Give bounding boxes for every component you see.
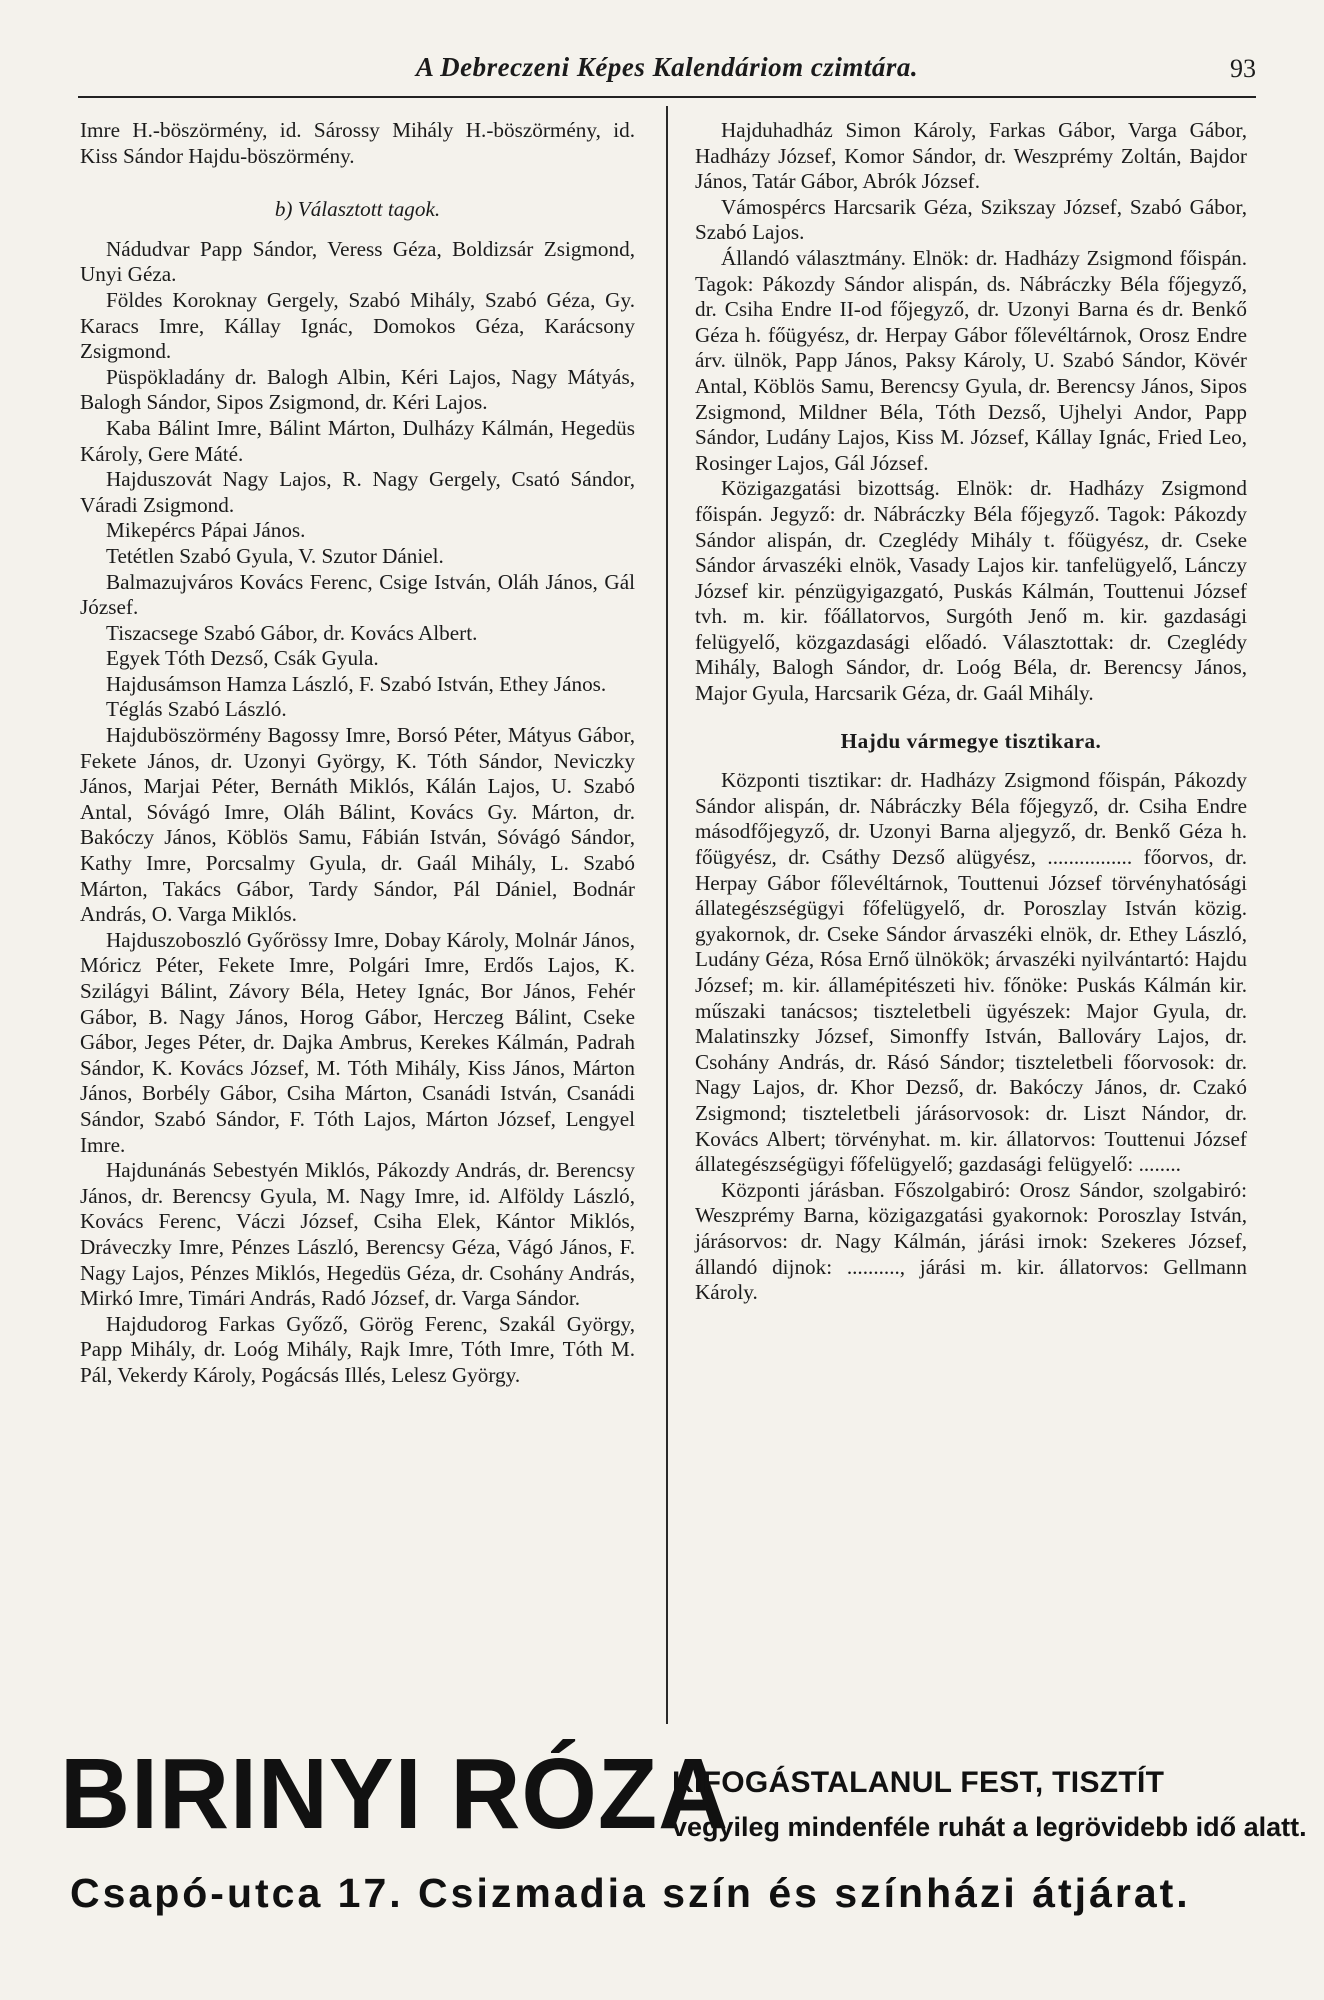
paragraph: Balmazujváros Kovács Ferenc, Csige István, Oláh János, Gál József. bbox=[80, 569, 635, 620]
paragraph: Hajduszovát Nagy Lajos, R. Nagy Gergely, Csató Sándor, Váradi Zsigmond. bbox=[80, 467, 635, 517]
paragraph: Hajdusámson Hamza László, F. Szabó István, Ethey János. bbox=[106, 671, 607, 696]
paragraph: Kaba Bálint Imre, Bálint Márton, Dulházy Kálmán, Hegedüs Károly, Gere Máté. bbox=[80, 415, 635, 466]
running-title: A Debreczeni Képes Kalendáriom czimtára. bbox=[415, 52, 919, 82]
ad-tagline-secondary: vegyileg mindenféle ruhát a legrövidebb idő alatt. bbox=[672, 1812, 1307, 1842]
paragraph: Püspökladány dr. Balogh Albin, Kéri Lajos, Nagy Mátyás, Balogh Sándor, Sipos Zsigmond, dr. Kéri Lajos. bbox=[80, 364, 635, 415]
ad-address: Csapó-utca 17. Csizmadia szín és színházi átjárat. bbox=[70, 1870, 1191, 1916]
ad-tagline: KIFOGÁSTALANUL FEST, TISZTÍT bbox=[672, 1766, 1165, 1799]
paragraph: Hajduböszörmény Bagossy Imre, Borsó Péter, Mátyus Gábor, Fekete János, dr. Uzonyi György, K. Tóth Sándor, Neviczky János, Marjai Péter, Bernáth Miklós, Kálán Lajos, U. Szabó Antal, Sóvágó Imre, Oláh Bálint, Kovács Gy. Márton, dr. Bakóczy János, Köblös Samu, Fábián István, Sóvágó Sándor, Kathy Imre, Porcsalmy Gyula, dr. Gaál Mihály, L. Szabó Márton, Takács Gábor, Tardy Sándor, Pál Dániel, Bodnár András, O. Varga Miklós. bbox=[80, 723, 635, 927]
paragraph: Mikepércs Pápai János. bbox=[106, 518, 306, 543]
intro-paragraph: Imre H.-böszörmény, id. Sárossy Mihály H.-böszörmény, id. Kiss Sándor Hajdu-böszörmény. bbox=[80, 118, 635, 168]
paragraph: Hajduhadház Simon Károly, Farkas Gábor, Varga Gábor, Hadházy József, Komor Sándor, dr. Weszprémy Zoltán, Bajdor János, Tatár Gábor, Abrók József. bbox=[695, 118, 1247, 194]
paragraph: Tetétlen Szabó Gyula, V. Szutor Dániel. bbox=[106, 543, 444, 568]
paragraph: Egyek Tóth Dezső, Csák Gyula. bbox=[106, 646, 379, 671]
page-number: 93 bbox=[1230, 54, 1256, 83]
right-column bbox=[695, 118, 1247, 1306]
paragraph: Központi tisztikar: dr. Hadházy Zsigmond főispán, Pákozdy Sándor alispán, dr. Nábráczky Béla főjegyző, dr. Csiha Endre másodfőjegyző, dr. Uzonyi Barna aljegyző, dr. Benkő Géza h. főügyész, dr. Csáthy Dezső alügyész, ................ főorvos, dr. Herpay Gábor főlevéltárnok, Touttenui József törvényhatósági állategészségügyi főfelügyelő, dr. Poroszlay István közig. gyakornok, dr. Cseke Sándor árvaszéki elnök, dr. Ethey László, Ludány Géza, Rósa Ernő ülnökök; árvaszéki nyilvántartó: Hajdu József; m. kir. államépitészeti hiv. főnöke: Puskás Kálmán kir. műszaki tanácsos; tiszteletbeli ügyészek: Major Gyula, dr. Malatinszky József, Simonffy István, Ballováry Lajos, dr. Csohány András, dr. Rásó Sándor; tiszteletbeli főorvosok: dr. Nagy Lajos, dr. Khor Dezső, dr. Bakóczy János, dr. Czakó Zsigmond; tiszteletbeli járásorvosok: dr. Liszt Nándor, dr. Kovács Albert; törvényhat. m. kir. állatorvos: Touttenui József állategészségügyi főfelügyelő; gazdasági felügyelő: ........ bbox=[695, 768, 1247, 1177]
paragraph: Közigazgatási bizottság. Elnök: dr. Hadházy Zsigmond főispán. Jegyző: dr. Nábráczky Béla főjegyző. Tagok: Pákozdy Sándor alispán, dr. Czeglédy Mihály t. főügyész, dr. Cseke Sándor árvaszéki elnök, Vasady Lajos kir. tanfelügyelő, Lánczy József kir. pénzügyigazgató, Puskás Kálmán, Touttenui József tvh. m. kir. főállatorvos, Surgóth Jenő m. kir. gazdasági felügyelő, közgazdasági előadó. Választottak: dr. Czeglédy Mihály, Balogh Sándor, dr. Loóg Béla, dr. Berencsy János, Major Gyula, Harcsarik Géza, dr. Gaál Mihály. bbox=[695, 476, 1247, 706]
paragraph: Hajdudorog Farkas Győző, Görög Ferenc, Szakál György, Papp Mihály, dr. Loóg Mihály, Rajk Imre, Tóth Imre, Tóth M. Pál, Vekerdy Károly, Pogácsás Illés, Lelesz György. bbox=[80, 1311, 635, 1387]
paragraph: Téglás Szabó László. bbox=[106, 697, 287, 722]
paragraph: Állandó választmány. Elnök: dr. Hadházy Zsigmond főispán. Tagok: Pákozdy Sándor alispán, ds. Nábráczky Béla főjegyző, dr. Csiha Endre II-od főjegyző, dr. Uzonyi Barna és dr. Benkő Géza h. főügyész, dr. Herpay Gábor főlevéltárnok, Orosz Endre árv. ülnök, Papp János, Paksy Károly, U. Szabó Sándor, Kövér Antal, Köblös Samu, Berencsy Gyula, dr. Berencsy János, Sipos Zsigmond, Mildner Béla, Tóth Dezső, Ujhelyi Andor, Papp Sándor, Ludány Lajos, Kiss M. József, Kállay Ignác, Fried Leo, Rosinger Lajos, Gál József. bbox=[695, 245, 1247, 475]
paragraph: Nádudvar Papp Sándor, Veress Géza, Boldizsár Zsigmond, Unyi Géza. bbox=[80, 236, 635, 287]
paragraph: Központi járásban. Főszolgabiró: Orosz Sándor, szolgabiró: Weszprémy Barna, közigazgatási gyakornok: Poroszlay István, járásorvos: dr. Nagy Kálmán, járási irnok: Szekeres József, állandó dijnok: .........., járási m. kir. állatorvos: Gellmann Károly. bbox=[695, 1177, 1247, 1305]
advertisement bbox=[60, 1738, 1307, 1964]
paragraph: Hajdunánás Sebestyén Miklós, Pákozdy András, dr. Berencsy János, dr. Berencsy Gyula, M. Nagy Imre, id. Alföldy László, Kovács Ferenc, Váczi József, Csiha Elek, Kántor Miklós, Dráveczky Imre, Pénzes László, Berencsy Géza, Vágó János, F. Nagy Lajos, Pénzes Miklós, Hegedüs Géza, dr. Csohány András, Mirkó Imre, Timári András, Radó József, dr. Varga Sándor. bbox=[80, 1158, 635, 1311]
paragraph: Vámospércs Harcsarik Géza, Szikszay József, Szabó Gábor, Szabó Lajos. bbox=[695, 194, 1247, 245]
paragraph: Földes Koroknay Gergely, Szabó Mihály, Szabó Géza, Gy. Karacs Imre, Kállay Ignác, Domokos Géza, Karácsony Zsigmond. bbox=[80, 287, 635, 364]
paragraph: Hajduszoboszló Győrössy Imre, Dobay Károly, Molnár János, Móricz Péter, Fekete Imre, Polgári Imre, Erdős Lajos, K. Szilágyi Bálint, Závory Béla, Hetey Ignác, Bor János, Fehér Gábor, B. Nagy János, Horog Gábor, Herczeg Bálint, Cseke Gábor, Jeges Péter, dr. Dajka Ambrus, Kerekes Kálmán, Padrah Sándor, K. Kovács József, M. Tóth Mihály, Kiss János, Márton János, Borbély Gábor, Csiha Márton, Csanádi István, Csanádi Sándor, Szabó Sándor, F. Tóth Lajos, Márton József, Lengyel Imre. bbox=[80, 927, 635, 1157]
advertiser-name: BIRINYI RÓZA bbox=[60, 1738, 730, 1850]
section-heading: Hajdu vármegye tisztikara. bbox=[840, 728, 1102, 753]
paragraph: Tiszacsege Szabó Gábor, dr. Kovács Albert. bbox=[106, 620, 478, 645]
left-column bbox=[80, 118, 635, 1389]
column-divider bbox=[666, 106, 668, 1724]
elected-members-subheading: b) Választott tagok. bbox=[274, 197, 441, 222]
page-header bbox=[78, 52, 1256, 98]
